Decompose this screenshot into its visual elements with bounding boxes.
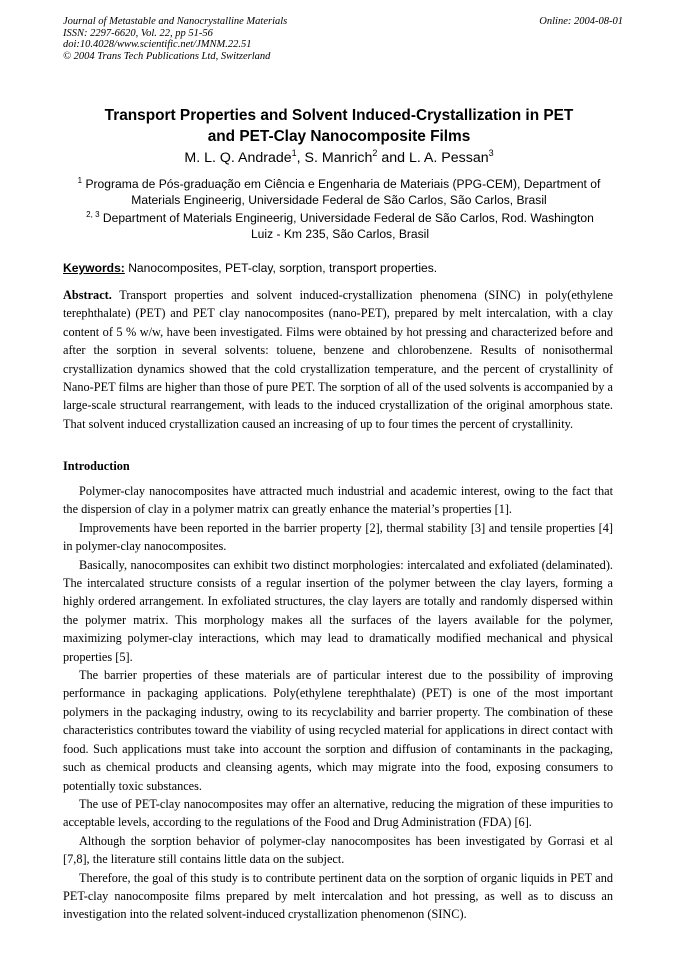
author-manrich: S. Manrich <box>304 150 373 166</box>
affiliation-2 <box>66 211 614 242</box>
affiliation-2-line-1 <box>66 211 614 227</box>
keywords <box>63 261 619 276</box>
journal-name: Journal of Metastable and Nanocrystalline Materials <box>63 16 288 27</box>
paragraph: The barrier properties of these materials are of particular interest due to the possibility of improving performance in packaging applications. Poly(ethylene terephthalate) (PET) is one of the most important polymers in the packaging industry, owing to its recyclability and barrier property. The combination of these characteristics contributes toward the viability of using recycled material for applications in direct contact with food. Such applications must take into account the sorption and diffusion of contaminants in the packaging, such as chemical products and cleansing agents, which may migrate into the food, exposing consumers to potentially toxic substances. <box>63 668 613 793</box>
paper-title <box>60 105 618 147</box>
paragraph: Although the sorption behavior of polymer-clay nanocomposites has been investigated by Gorrasi et al [7,8], the literature still contains little data on the subject. <box>63 833 613 867</box>
affiliation-2-text: Department of Materials Engineerig, Universidade Federal de São Carlos, Rod. Washington <box>99 211 594 225</box>
online-date: Online: 2004-08-01 <box>539 16 623 27</box>
affiliation-1-text: Programa de Pós-graduação em Ciência e Engenharia de Materiais (PPG-CEM), Department of <box>82 177 601 191</box>
paragraph: Improvements have been reported in the barrier property [2], thermal stability [3] and tensile properties [4] in polymer-clay nanocomposites. <box>63 520 613 554</box>
affiliation-2-mark: 2, 3 <box>86 210 100 219</box>
abstract-text: Transport properties and solvent induced-crystallization phenomena (SINC) in poly(ethylene terephthalate) (PET) and PET clay nanocomposites (nano-PET), prepared by melt intercalation, with a clay content of 5 % w/w, have been investigated. Films were obtained by hot pressing and characterized before and after the sorption in several solvents: toluene, benzene and chlorobenzene. Results of nonisothermal crystallization dynamics showed that the cold crystallization temperature, and the percent of crystallinity of Nano-PET films are higher than those of pure PET. The sorption of all of the used solvents is accompanied by a large-scale structural rearrangement, with leads to the induced crystallization of the original amorphous state. That solvent induced crystallization caused an increasing of up to four times the percent of crystallinity. <box>63 288 613 431</box>
journal-copyright: © 2004 Trans Tech Publications Ltd, Switzerland <box>63 50 271 62</box>
section-heading-introduction: Introduction <box>63 459 130 473</box>
paragraph: Therefore, the goal of this study is to contribute pertinent data on the sorption of organic liquids in PET and PET-clay nanocomposite films prepared by melt intercalation and hot pressing, as well as to discuss an investigation into the related solvent-induced crystallization phenomenon (SINC). <box>63 870 613 922</box>
affiliation-1 <box>60 177 618 208</box>
keywords-text: Nanocomposites, PET-clay, sorption, transport properties. <box>124 261 438 275</box>
author-list <box>60 149 618 168</box>
journal-header <box>63 16 623 62</box>
title-line-2: and PET-Clay Nanocomposite Films <box>207 128 471 145</box>
title-line-1: Transport Properties and Solvent Induced-Crystallization in PET <box>104 107 574 124</box>
paragraph: Basically, nanocomposites can exhibit two distinct morphologies: intercalated and exfoliated (delaminated). The intercalated structure consists of a regular insertion of the polymer between the clay layers, forming a highly ordered arrangement. In exfoliated structures, the clay layers are totally and randomly dispersed within the polymer matrix. This morphology makes all the surfaces of the layers available for the polymer, maximizing polymer-clay interactions, which may lead to dramatically modified mechanical and physical properties [5]. <box>63 557 613 664</box>
affiliation-1-line-1 <box>60 177 618 193</box>
affiliation-1-line-2: Materials Engineerig, Universidade Federal de São Carlos, São Carlos, Brasil <box>131 192 547 207</box>
paragraph: Polymer-clay nanocomposites have attracted much industrial and academic interest, owing to the fact that the dispersion of clay in a polymer matrix can greatly enhance the material’s properties [1]. <box>63 484 613 517</box>
author-separator: and <box>377 150 409 166</box>
author-andrade-mark: 1 <box>291 148 297 158</box>
author-andrade: M. L. Q. Andrade <box>184 150 292 166</box>
author-pessan-mark: 3 <box>488 148 494 158</box>
abstract <box>63 286 613 433</box>
paragraph: The use of PET-clay nanocomposites may offer an alternative, reducing the migration of these impurities to acceptable levels, according to the regulations of the Food and Drug Administration (FDA) [6]. <box>63 796 613 830</box>
affiliation-1-mark: 1 <box>77 176 83 185</box>
journal-issn: ISSN: 2297-6620, Vol. 22, pp 51-56 <box>63 27 213 39</box>
keywords-label: Keywords: <box>63 261 125 275</box>
author-manrich-mark: 2 <box>372 148 378 158</box>
abstract-label: Abstract. <box>63 288 112 302</box>
introduction-body <box>63 482 613 924</box>
journal-doi: doi:10.4028/www.scientific.net/JMNM.22.51 <box>63 39 252 50</box>
author-pessan: L. A. Pessan <box>408 150 489 166</box>
affiliation-2-line-2: Luiz - Km 235, São Carlos, Brasil <box>250 226 430 241</box>
author-separator: , <box>296 150 305 166</box>
